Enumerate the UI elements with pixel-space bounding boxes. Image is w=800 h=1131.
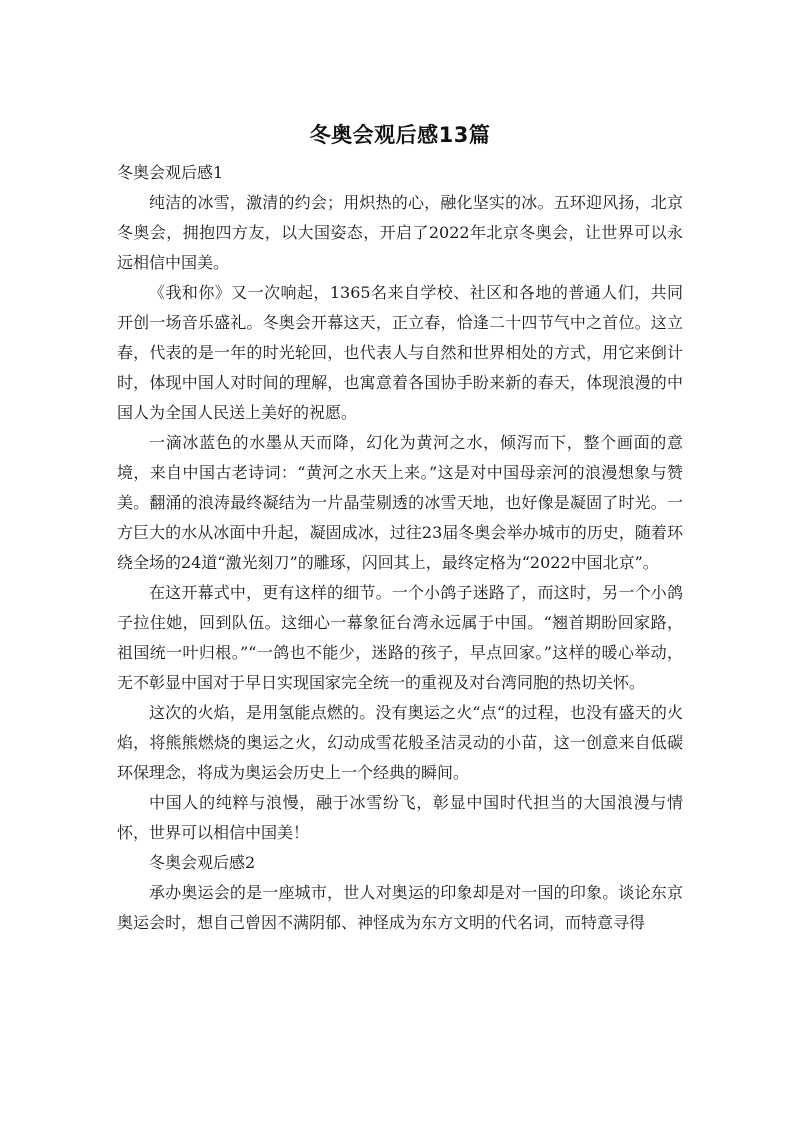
paragraph: 《我和你》又一次响起，1365名来自学校、社区和各地的普通人们，共同开创一场音乐盛礼。冬奥会开幕这天，正立春，恰逢二十四节气中之首位。这立春，代表的是一年的时光轮回，也代表人与自然和世界相处的方式，用它来倒计时，体现中国人对时间的理解，也寓意着各国协手盼来新的春天，体现浪漫的中国人为全国人民送上美好的祝愿。	[117, 283, 683, 422]
paragraph: 在这开幕式中，更有这样的细节。一个小鸽子迷路了，而这时，另一个小鸽子拉住她，回到队伍。这细心一幕象征台湾永远属于中国。“翘首期盼回家路，祖国统一叶归根。”“一鸽也不能少，迷路的孩子，早点回家。”这样的暖心举动，无不彰显中国对于早日实现国家完全统一的重视及对台湾同胞的热切关怀。	[117, 583, 683, 692]
document-title: 冬奥会观后感13篇	[309, 123, 491, 147]
document-body	[117, 158, 683, 938]
paragraph: 中国人的纯粹与浪慢，融于冰雪纷飞，彰显中国时代担当的大国浪漫与情怀，世界可以相信中国美！	[117, 793, 683, 842]
paragraph: 承办奥运会的是一座城市，世人对奥运的印象却是对一国的印象。谈论东京奥运会时，想自己曾因不满阴郁、神怪成为东方文明的代名词，而特意寻得	[117, 883, 683, 932]
paragraph: 一滴冰蓝色的水墨从天而降，幻化为黄河之水，倾泻而下，整个画面的意境，来自中国古老诗词：“黄河之水天上来。”这是对中国母亲河的浪漫想象与赞美。翻涌的浪涛最终凝结为一片晶莹剔透的冰雪天地，也好像是凝固了时光。一方巨大的水从冰面中升起，凝固成冰，过往23届冬奥会举办城市的历史，随着环绕全场的24道“激光刻刀”的雕琢，闪回其上，最终定格为“2022中国北京”。	[117, 433, 683, 572]
section-heading-2: 冬奥会观后感2	[149, 853, 256, 872]
paragraph: 纯洁的冰雪，激清的约会；用炽热的心，融化坚实的冰。五环迎风扬，北京冬奥会，拥抱四方友，以大国姿态，开启了2022年北京冬奥会，让世界可以永远相信中国美。	[117, 193, 683, 272]
section-heading-1: 冬奥会观后感1	[117, 163, 224, 182]
paragraph: 这次的火焰，是用氢能点燃的。没有奥运之火“点“的过程，也没有盛天的火焰，将熊熊燃烧的奥运之火，幻动成雪花般圣洁灵动的小苗，这一创意来自低碳环保理念，将成为奥运会历史上一个经典的瞬间。	[117, 703, 683, 782]
